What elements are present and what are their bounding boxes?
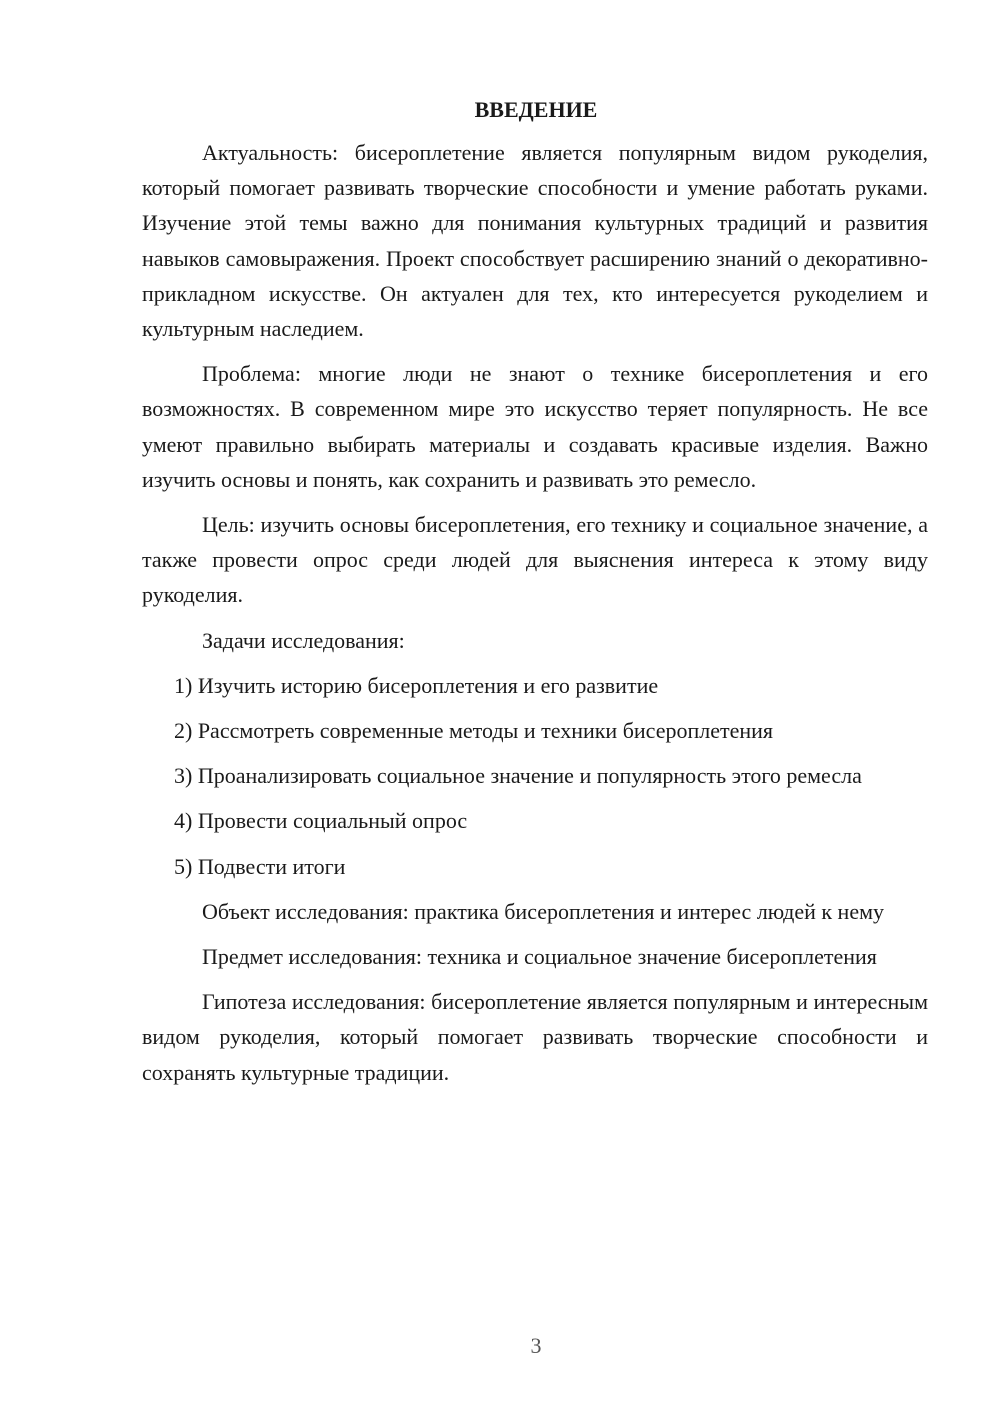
document-page xyxy=(142,92,928,1100)
object-paragraph: Объект исследования: практика бисероплетения и интерес людей к нему xyxy=(202,898,884,924)
task-item-2: 2) Рассмотреть современные методы и техники бисероплетения xyxy=(174,718,774,744)
relevance-paragraph: Актуальность: бисероплетение является популярным видом рукоделия, который помогает развивать творческие способности и умение работать руками. Изучение этой темы важно для понимания культурных традиций и развития навыков самовыражения. Проект способствует расширению знаний о декоративно-прикладном искусстве. Он актуален для тех, кто интересуется рукоделием и культурным наследием. xyxy=(142,140,928,342)
problem-paragraph: Проблема: многие люди не знают о технике бисероплетения и его возможностях. В современном мире это искусство теряет популярность. Не все умеют правильно выбирать материалы и создавать красивые изделия. Важно изучить основы и понять, как сохранить и развивать это ремесло. xyxy=(142,361,928,492)
page-number: 3 xyxy=(530,1333,542,1358)
task-item-4: 4) Провести социальный опрос xyxy=(174,808,468,834)
task-item-5: 5) Подвести итоги xyxy=(174,853,346,879)
tasks-heading: Задачи исследования: xyxy=(202,627,405,653)
task-item-1: 1) Изучить историю бисероплетения и его развитие xyxy=(174,672,659,698)
goal-paragraph: Цель: изучить основы бисероплетения, его технику и социальное значение, а также провести опрос среди людей для выяснения интереса к этому виду рукоделия. xyxy=(142,512,928,608)
subject-paragraph: Предмет исследования: техника и социальное значение бисероплетения xyxy=(202,944,877,970)
page-title: ВВЕДЕНИЕ xyxy=(474,97,598,122)
hypothesis-paragraph: Гипотеза исследования: бисероплетение является популярным и интересным видом рукоделия, который помогает развивать творческие способности и сохранять культурные традиции. xyxy=(142,989,928,1085)
task-item-3: 3) Проанализировать социальное значение и популярность этого ремесла xyxy=(174,763,862,789)
